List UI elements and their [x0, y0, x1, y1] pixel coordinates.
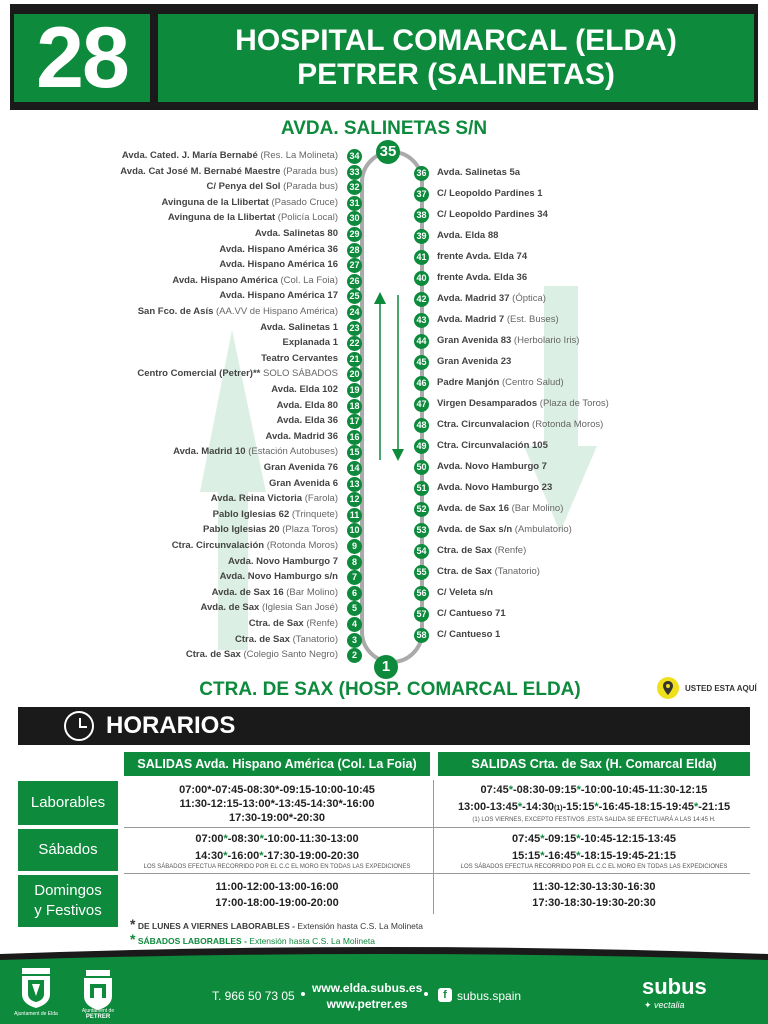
stop-left-label: Explanada 1: [282, 337, 338, 349]
stop-left-label: Pablo Iglesias 20 (Plaza Toros): [202, 524, 338, 536]
terminal-bottom: CTRA. DE SAX (HOSP. COMARCAL ELDA): [199, 679, 581, 700]
stop-badge: 16: [347, 430, 362, 445]
stop-left-label: San Fco. de Asís (AA.VV de Hispano América): [137, 306, 338, 317]
cell-sab-sax: 07:45*-09:15*-10:45-12:15-13:45 15:15*-16:45*-18:15-19:45-21:15 LOS SÁBADOS EFECTUA RECORRIDO POR EL C.C EL MORO EN TODAS LAS EXPEDICIONES: [460, 833, 728, 870]
stop-right-label: Gran Avenida 83 (Herbolario Iris): [437, 335, 580, 346]
route-loop: [362, 152, 422, 662]
stop-badge: 9: [347, 539, 362, 554]
petrer-caption: Ajuntament de PETRER: [81, 1008, 115, 1020]
stop-badge: 30: [347, 211, 362, 226]
stop-badge: 40: [414, 271, 429, 286]
stop-badge: 47: [414, 397, 429, 412]
stop-badge: 29: [347, 227, 362, 242]
stop-left-label: Ctra. Circunvalación (Rotonda Moros): [171, 540, 338, 551]
stop-badge: 21: [347, 352, 362, 367]
stop-left-label: Pablo Iglesias 62 (Trinquete): [212, 508, 338, 520]
stop-left-label: Avda. Cat José M. Bernabé Maestre (Parada bus): [120, 165, 338, 177]
stop-badge: 22: [347, 336, 362, 351]
stop-right-label: C/ Leopoldo Pardines 34: [437, 209, 548, 220]
stop-badge: 11: [347, 508, 362, 523]
stop-badge: 57: [414, 607, 429, 622]
stop-badge: 14: [347, 461, 362, 476]
cell-lab-sax: 07:45*-08:30-09:15*-10:00-10:45-11:30-12:15 13:00-13:45*-14:30(1)-15:15*-16:45-18:15-19:45*-21:15 (1) LOS VIERNES, EXCEPTO FESTIVOS ,ESTA SALIDA SE EFECTUARÁ A LAS 14:45 H.: [457, 784, 731, 823]
social-handle[interactable]: subus.spain: [457, 989, 522, 1003]
website-links: [312, 980, 422, 1012]
stop-left-label: Avda. Hispano América 17: [219, 290, 338, 302]
stop-badge: 5: [347, 601, 362, 616]
stop-badge: 20: [347, 367, 362, 382]
terminal-top: AVDA. SALINETAS S/N: [280, 118, 488, 139]
stop-left-label: Avda. Hispano América 36: [219, 243, 338, 255]
stop-left-label: Avda. Reina Victoria (Farola): [210, 493, 338, 505]
row-label-sabados: Sábados: [18, 829, 118, 871]
stop-right-label: Avda. Elda 88: [437, 230, 499, 241]
stop-badge: 46: [414, 376, 429, 391]
stop-badge: 6: [347, 586, 362, 601]
stop-badge: 3: [347, 633, 362, 648]
stop-badge: 28: [347, 243, 362, 258]
stop-left-label: Avda. Novo Hamburgo s/n: [219, 571, 338, 583]
stop-left-label: Ctra. de Sax (Colegio Santo Negro): [185, 649, 338, 661]
stop-right-label: Gran Avenida 23: [437, 356, 512, 367]
cell-dom-hispano: 11:00-12:00-13:00-16:00 17:00-18:00-19:00-20:00: [215, 881, 339, 909]
stop-badge: 48: [414, 418, 429, 433]
horarios-header: [18, 707, 750, 745]
stop-right-label: Avda. Salinetas 5a: [437, 167, 521, 178]
stop-left-label: Avda. Elda 102: [271, 384, 338, 395]
stop-badge: 19: [347, 383, 362, 398]
cell-lab-hispano: 07:00*-07:45-08:30*-09:15-10:00-10:45 11:30-12:15-13:00*-13:45-14:30*-16:00 17:30-19:00*-20:30: [179, 784, 375, 824]
stop-left-label: Avda. Salinetas 1: [260, 321, 338, 333]
stop-badge: 45: [414, 355, 429, 370]
stop-badge: 37: [414, 187, 429, 202]
vectalia-logo: ✦ vectalia: [644, 1000, 685, 1010]
stop-badge: 33: [347, 165, 362, 180]
stop-right-label: frente Avda. Elda 36: [437, 272, 528, 283]
stop-badge: 51: [414, 481, 429, 496]
subus-logo: subus: [642, 974, 707, 999]
horarios-title: HORARIOS: [106, 712, 236, 739]
stop-right-label: Virgen Desamparados (Plaza de Toros): [437, 398, 609, 409]
stop-badge: 23: [347, 321, 362, 336]
stop-right-label: Avda. Novo Hamburgo 23: [437, 482, 553, 493]
stop-left-label: Avda. Elda 80: [276, 399, 338, 411]
stop-badge: 53: [414, 523, 429, 538]
schedule-notes: * DE LUNES A VIERNES LABORABLES - Extensión hasta C.S. La Molineta * SÁBADOS LABORABLES - Extensión hasta C.S. La Molineta: [130, 916, 423, 947]
stop-right-label: Avda. Madrid 7 (Est. Buses): [437, 314, 559, 325]
stop-left-label: Avda. Salinetas 80: [254, 228, 338, 239]
stop-left-label: Avda. de Sax (Iglesia San José): [200, 602, 338, 614]
stop-right-label: Padre Manjón (Centro Salud): [437, 377, 564, 388]
you-are-here-label: USTED ESTA AQUÍ: [685, 683, 757, 693]
stop-badge: 26: [347, 274, 362, 289]
stop-right-label: Avda. Madrid 37 (Óptica): [437, 293, 546, 304]
elda-caption: Ajuntament de Elda: [14, 1011, 58, 1017]
stop-badge: 25: [347, 289, 362, 304]
stop-badge: 8: [347, 555, 362, 570]
stop-right-label: C/ Leopoldo Pardines 1: [437, 188, 543, 199]
stop-badge: 43: [414, 313, 429, 328]
stop-badge: 17: [347, 414, 362, 429]
stop-left-label: Avinguna de la Llibertat (Policía Local): [167, 212, 338, 224]
stop-badge: 10: [347, 523, 362, 538]
stop-badge: 38: [414, 208, 429, 223]
stop-right-label: Avda. de Sax s/n (Ambulatorio): [437, 524, 572, 535]
link-elda-subus[interactable]: www.elda.subus.es: [312, 981, 423, 995]
stop-right-label: Ctra. de Sax (Renfe): [437, 545, 527, 556]
stop-badge: 34: [347, 149, 362, 164]
stop-left-label: Avda. Madrid 36: [265, 430, 338, 442]
link-petrer[interactable]: www.petrer.es: [326, 997, 408, 1011]
route-diagram: [0, 140, 768, 680]
stop-badge: 52: [414, 502, 429, 517]
stop-left-label: Avinguna de la Llibertat (Pasado Cruce): [161, 196, 338, 208]
stop-badge: 7: [347, 570, 362, 585]
route-title-line2: PETRER (SALINETAS): [297, 58, 615, 91]
stop-left-label: Centro Comercial (Petrer)** SOLO SÁBADOS: [137, 368, 338, 380]
stop-badge: 12: [347, 492, 362, 507]
stop-left-label: Avda. Elda 36: [276, 415, 338, 427]
stop-badge: 50: [414, 460, 429, 475]
stop-left-label: Teatro Cervantes: [261, 352, 338, 364]
stop-left-label: Avda. Hispano América (Col. La Foia): [172, 274, 338, 286]
stop-right-label: Avda. de Sax 16 (Bar Molino): [437, 503, 564, 514]
stop-badge: 18: [347, 399, 362, 414]
stop-badge-top: 35: [376, 140, 400, 164]
elda-shield-icon: [20, 968, 52, 1008]
stop-right-label: C/ Cantueso 1: [437, 629, 501, 640]
stop-badge: 31: [347, 196, 362, 211]
stop-right-label: Ctra. de Sax (Tanatorio): [437, 566, 540, 577]
stop-left-label: Gran Avenida 6: [269, 477, 338, 489]
stop-badge: 44: [414, 334, 429, 349]
cell-dom-sax: 11:30-12:30-13:30-16:30 17:30-18:30-19:30-20:30: [532, 881, 656, 909]
stop-badge: 42: [414, 292, 429, 307]
stop-badge: 15: [347, 445, 362, 460]
header: [10, 4, 758, 110]
stop-badge: 24: [347, 305, 362, 320]
col-head-sax: SALIDAS Crta. de Sax (H. Comarcal Elda): [438, 752, 750, 776]
stop-badge-bottom: 1: [374, 655, 398, 679]
stop-left-label: Avda. Madrid 10 (Estación Autobuses): [173, 446, 338, 458]
stop-left-label: Avda. Cated. J. María Bernabé (Res. La Molineta): [121, 150, 338, 161]
stop-right-label: C/ Cantueso 71: [437, 608, 506, 619]
route-title-line1: HOSPITAL COMARCAL (ELDA): [235, 24, 677, 57]
stop-badge: 49: [414, 439, 429, 454]
stop-right-label: Avda. Novo Hamburgo 7: [437, 461, 547, 472]
stop-left-label: Ctra. de Sax (Renfe): [248, 618, 338, 629]
facebook-icon[interactable]: f: [438, 988, 452, 1002]
location-pin-icon: [657, 677, 679, 699]
stop-badge: 55: [414, 565, 429, 580]
petrer-shield-icon: [80, 966, 116, 1014]
stop-badge: 4: [347, 617, 362, 632]
stop-badge: 2: [347, 648, 362, 663]
stop-left-label: Avda. Hispano América 16: [219, 259, 338, 271]
stop-badge: 39: [414, 229, 429, 244]
stop-badge: 32: [347, 180, 362, 195]
row-label-laborables: Laborables: [18, 781, 118, 825]
row-label-domingos: Domingos y Festivos: [18, 875, 118, 927]
line-number: 28: [14, 14, 150, 102]
phone-number: T. 966 50 73 05: [212, 989, 295, 1003]
stop-badge: 27: [347, 258, 362, 273]
stop-right-label: C/ Veleta s/n: [437, 587, 493, 598]
stop-right-label: Ctra. Circunvalación 105: [437, 440, 548, 451]
stop-badge: 54: [414, 544, 429, 559]
col-head-hispano: SALIDAS Avda. Hispano América (Col. La Foia): [124, 752, 430, 776]
stop-left-label: Ctra. de Sax (Tanatorio): [235, 633, 338, 645]
stop-left-label: Avda. de Sax 16 (Bar Molino): [211, 586, 338, 598]
clock-icon: [64, 711, 94, 741]
stop-right-label: Ctra. Circunvalacion (Rotonda Moros): [437, 419, 604, 430]
stop-badge: 56: [414, 586, 429, 601]
stop-left-label: Avda. Novo Hamburgo 7: [228, 555, 338, 567]
you-are-here: [657, 677, 757, 699]
stop-left-label: C/ Penya del Sol (Parada bus): [206, 181, 338, 193]
cell-sab-hispano: 07:00*-08:30*-10:00-11:30-13:00 14:30*-16:00*-17:30-19:00-20:30 LOS SÁBADOS EFECTUA RECORRIDO POR EL C.C EL MORO EN TODAS LAS EXPEDICIONES: [143, 833, 411, 870]
route-title: [158, 14, 754, 102]
stop-left-label: Gran Avenida 76: [263, 462, 338, 473]
stop-badge: 36: [414, 166, 429, 181]
stop-badge: 13: [347, 477, 362, 492]
stop-badge: 41: [414, 250, 429, 265]
stop-badge: 58: [414, 628, 429, 643]
stop-right-label: frente Avda. Elda 74: [437, 251, 528, 262]
